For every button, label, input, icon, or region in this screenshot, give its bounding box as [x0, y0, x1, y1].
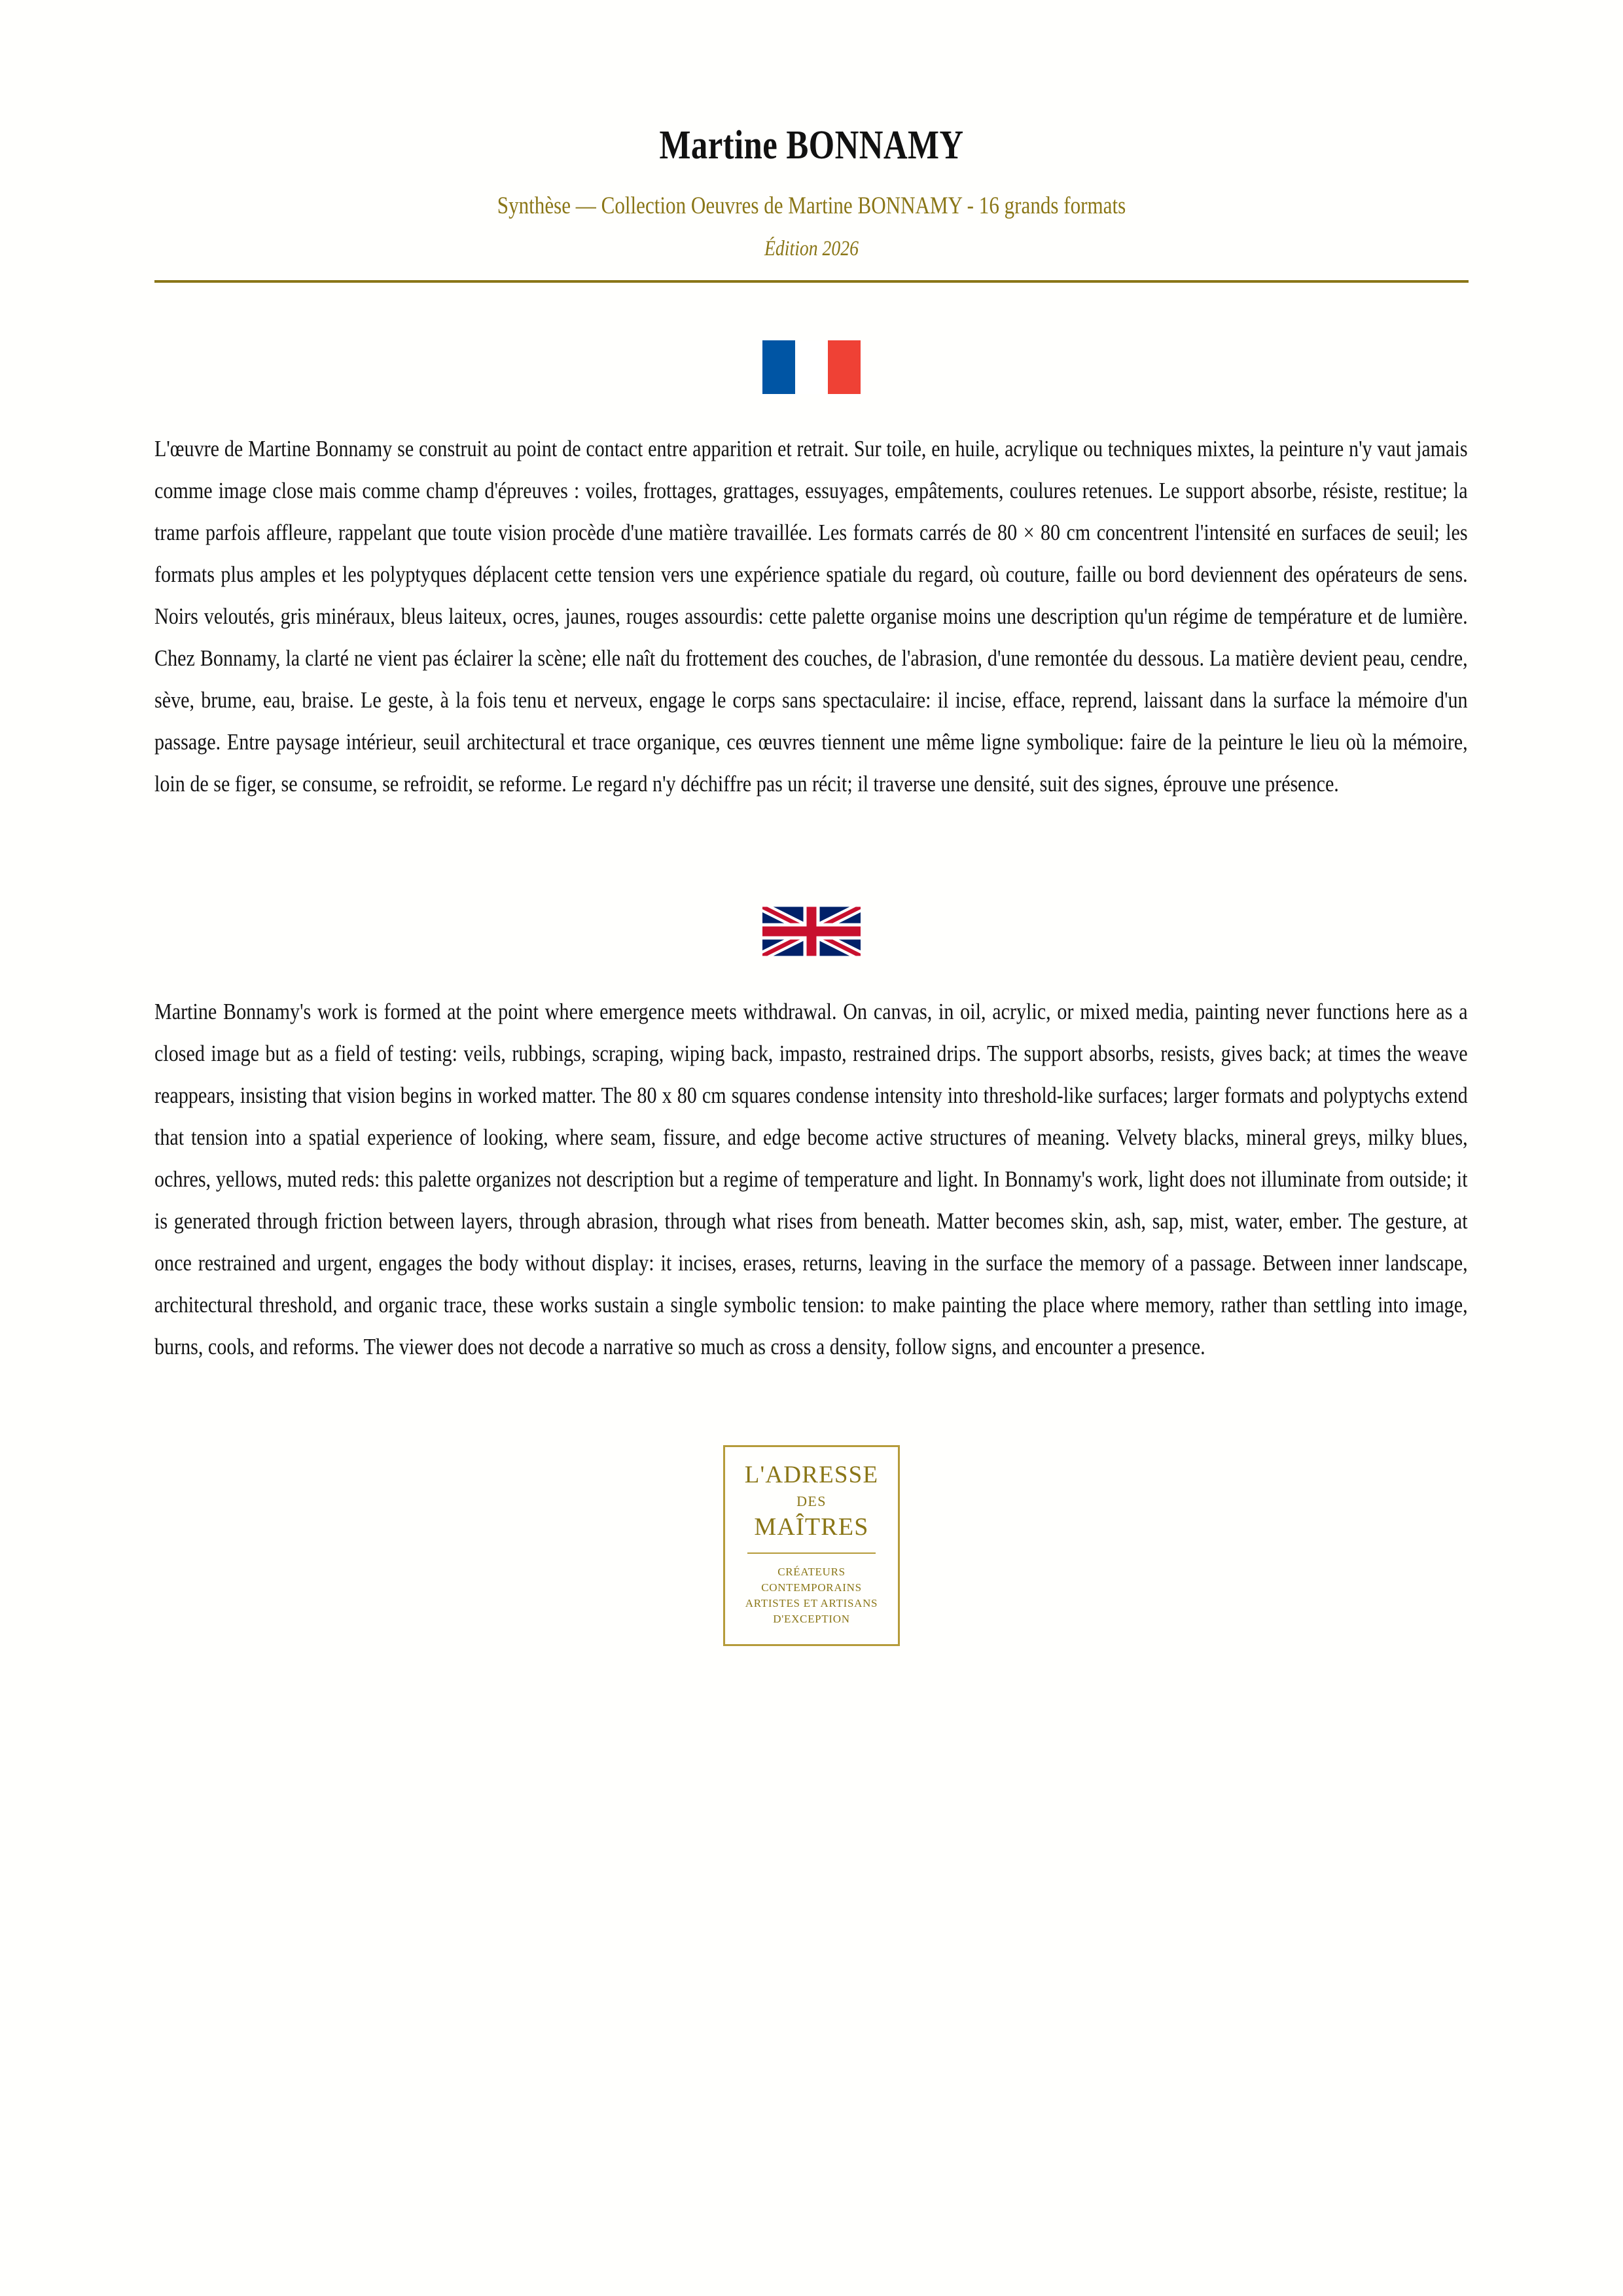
french-section	[154, 428, 1469, 805]
logo-divider-rule	[747, 1552, 876, 1554]
logo-tagline-line-2: ARTISTES ET ARTISANS	[745, 1596, 878, 1609]
logo-line-adresse: L'ADRESSE	[744, 1461, 879, 1488]
document-subtitle: Synthèse — Collection Oeuvres de Martine BONNAMY - 16 grands formats	[497, 192, 1126, 220]
french-flag-container	[0, 340, 1623, 394]
logo-tagline	[737, 1564, 886, 1628]
logo-tagline-line-3: D'EXCEPTION	[773, 1613, 850, 1626]
publisher-logo	[723, 1445, 900, 1647]
logo-tagline-line-1: CRÉATEURS CONTEMPORAINS	[761, 1565, 862, 1594]
france-flag-icon	[762, 340, 861, 394]
logo-line-des: DES	[796, 1492, 827, 1509]
united-kingdom-flag-icon	[762, 903, 861, 960]
document-edition: Édition 2026	[764, 236, 859, 260]
logo-line-maitres: MAÎTRES	[754, 1513, 869, 1541]
footer	[0, 1445, 1623, 1647]
english-paragraph: Martine Bonnamy's work is formed at the point where emergence meets withdrawal. On canvas, in oil, acrylic, or mixed media, painting never functions here as a closed image but as a field of testing: veils, rubbings, scraping, wiping back, impasto, restrained drips. The support absorbs, resists, gives back; at times the weave reappears, insisting that vision begins in worked matter. The 80 x 80 cm squares condense intensity into threshold-like surfaces; larger formats and polyptychs extend that tension into a spatial experience of looking, where seam, fissure, and edge become active structures of meaning. Velvety blacks, mineral greys, milky blues, ochres, yellows, muted reds: this palette organizes not description but a regime of temperature and light. In Bonnamy's work, light does not illuminate from outside; it is generated through friction between layers, through abrasion, through what rises from beneath. Matter becomes skin, ash, sap, mist, water, ember. The gesture, at once restrained and urgent, engages the body without display: it incises, erases, returns, leaving in the surface the memory of a passage. Between inner landscape, architectural threshold, and organic trace, these works sustain a single symbolic tension: to make painting the place where memory, rather than settling into image, burns, cools, and reforms. The viewer does not decode a narrative so much as cross a density, follow signs, and encounter a presence.	[154, 998, 1468, 1359]
english-flag-container	[0, 903, 1623, 960]
document-header	[0, 0, 1623, 283]
french-paragraph: L'œuvre de Martine Bonnamy se construit au point de contact entre apparition et retrait. Sur toile, en huile, acrylique ou techniques mixtes, la peinture n'y vaut jamais comme image close mais comme champ d'épreuves : voiles, frottages, grattages, essuyages, empâtements, coulures retenues. Le support absorbe, résiste, restitue; la trame parfois affleure, rappelant que toute vision procède d'une matière travaillée. Les formats carrés de 80 × 80 cm concentrent l'intensité en surfaces de seuil; les formats plus amples et les polyptyques déplacent cette tension vers une expérience spatiale du regard, où couture, faille ou bord deviennent des opérateurs de sens. Noirs veloutés, gris minéraux, bleus laiteux, ocres, jaunes, rouges assourdis: cette palette organise moins une description qu'un régime de température et de lumière. Chez Bonnamy, la clarté ne vient pas éclairer la scène; elle naît du frottement des couches, de l'abrasion, d'une remontée du dessous. La matière devient peau, cendre, sève, brume, eau, braise. Le geste, à la fois tenu et nerveux, engage le corps sans spectaculaire: il incise, efface, reprend, laissant dans la surface la mémoire d'un passage. Entre paysage intérieur, seuil architectural et trace organique, ces œuvres tiennent une même ligne symbolique: faire de la peinture le lieu où la mémoire, loin de se figer, se consume, se refroidit, se reforme. Le regard n'y déchiffre pas un récit; il traverse une densité, suit des signes, éprouve une présence.	[154, 435, 1468, 797]
header-divider-rule	[154, 280, 1469, 283]
france-flag-blue-band	[762, 340, 795, 394]
france-flag-white-band	[795, 340, 828, 394]
france-flag-red-band	[828, 340, 861, 394]
page-title: Martine BONNAMY	[659, 123, 964, 168]
english-section	[154, 991, 1469, 1368]
